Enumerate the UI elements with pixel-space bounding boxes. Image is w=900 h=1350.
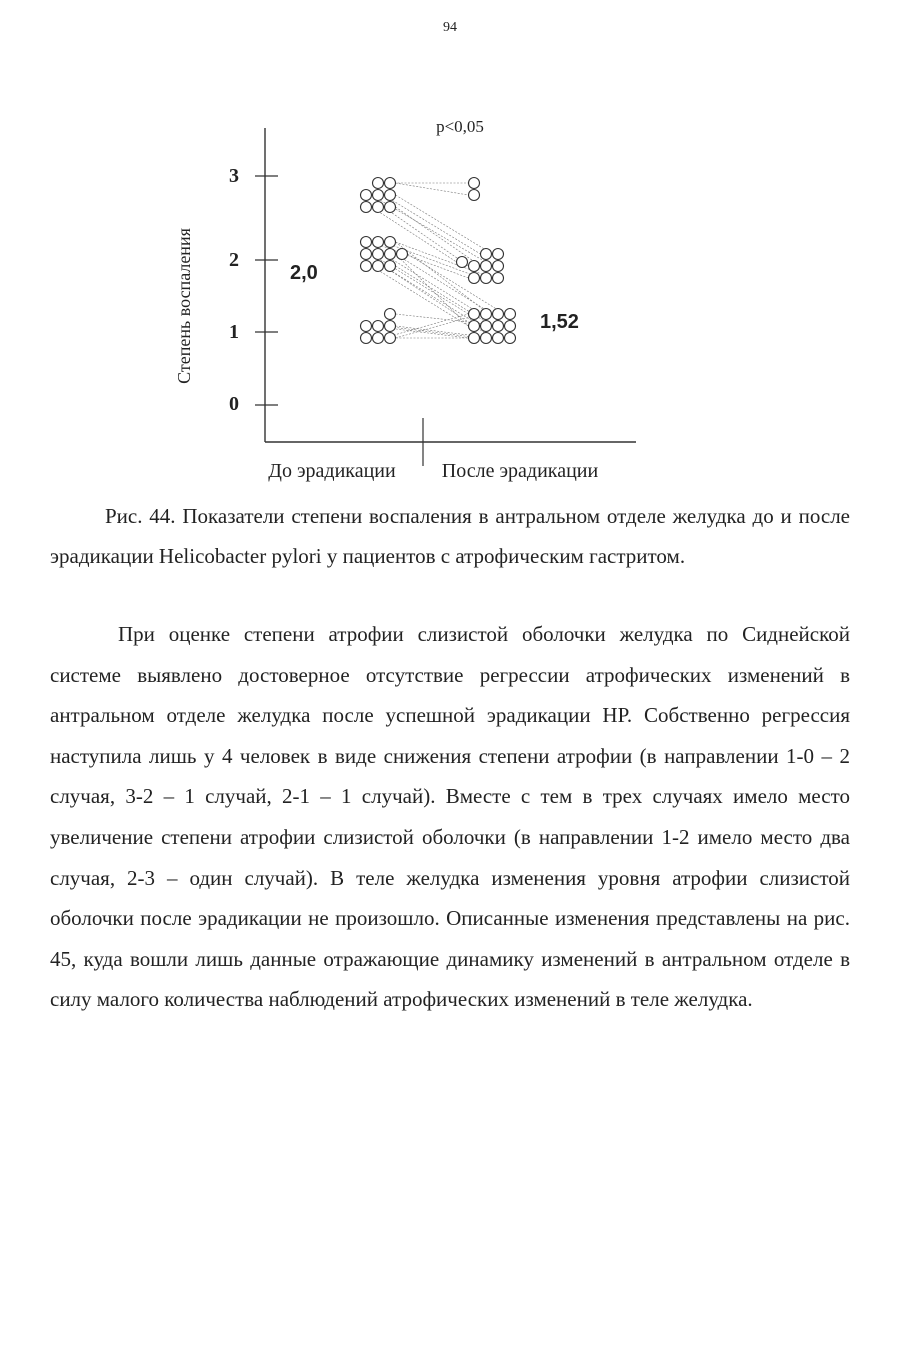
before-point [361,202,372,213]
figure-44 [0,0,900,490]
figure-caption: Рис. 44. Показатели степени воспаления в антральном отделе желудка до и после эрадикации Helicobacter pylori у пациентов с атрофическим гастритом. [50,504,850,568]
before-point [385,237,396,248]
p-value-label: p<0,05 [436,117,484,136]
after-point [481,249,492,260]
before-point [361,190,372,201]
inflammation-chart [0,0,900,490]
after-point [505,321,516,332]
before-point [373,178,384,189]
before-point [373,321,384,332]
before-point [373,202,384,213]
after-point [481,261,492,272]
pair-line [396,195,493,254]
y-tick-label: 0 [229,393,239,415]
after-point [469,190,480,201]
y-tick-label: 1 [229,321,239,343]
after-point [505,333,516,344]
after-point [493,321,504,332]
after-point [469,309,480,320]
before-point [373,261,384,272]
pair-line [384,207,469,266]
after-point [481,333,492,344]
after-point [493,333,504,344]
before-point [373,333,384,344]
before-point [385,202,396,213]
after-point [493,249,504,260]
before-point [373,237,384,248]
y-tick-label: 3 [229,165,239,187]
y-axis-label: Степень воспаления [174,228,194,384]
after-point [493,273,504,284]
before-point [385,261,396,272]
mean-after-label: 1,52 [540,311,579,333]
after-point [505,309,516,320]
before-point [385,190,396,201]
after-point [481,273,492,284]
pair-line [396,207,481,266]
before-point [385,309,396,320]
before-point [385,249,396,260]
body-paragraph: При оценке степени атрофии слизистой оболочки желудка по Сиднейской системе выявлено достоверное отсутствие регрессии атрофических изменений в антральном отделе желудка после успешной эрадикации HP. Собственно регрессия наступила лишь у 4 человек в виде снижения степени атрофии (в направлении 1-0 – 2 случая, 3-2 – 1 случай, 2-1 – 1 случай). Вместе с тем в трех случаях имело место увеличение степени атрофии слизистой оболочки (в направлении 1-2 имело место два случая, 2-3 – один случай). В теле желудка изменения уровня атрофии слизистой оболочки после эрадикации не произошло. Описанные изменения представлены на рис. 45, куда вошли лишь данные отражающие динамику изменений в антральном отделе в силу малого количества наблюдений атрофических изменений в теле желудка. [50,622,850,1012]
before-point [385,178,396,189]
pair-line [396,242,493,278]
after-point [493,261,504,272]
x-label-after: После эрадикации [441,460,599,482]
after-point [481,309,492,320]
mean-before-label: 2,0 [290,262,318,284]
before-point [397,249,408,260]
before-point [373,190,384,201]
y-tick-label: 2 [229,249,239,271]
page-number: 94 [443,20,457,35]
after-point [469,261,480,272]
after-point [469,321,480,332]
before-point [361,249,372,260]
after-point [481,321,492,332]
before-point [361,333,372,344]
before-point [361,261,372,272]
pair-line [384,326,481,338]
before-point [361,237,372,248]
before-point [385,321,396,332]
x-label-before: До эрадикации [268,460,396,482]
after-point [493,309,504,320]
before-point [373,249,384,260]
before-point [361,321,372,332]
after-point [469,333,480,344]
after-point [457,257,468,268]
before-point [385,333,396,344]
after-point [469,273,480,284]
pair-line [396,183,469,195]
after-point [469,178,480,189]
